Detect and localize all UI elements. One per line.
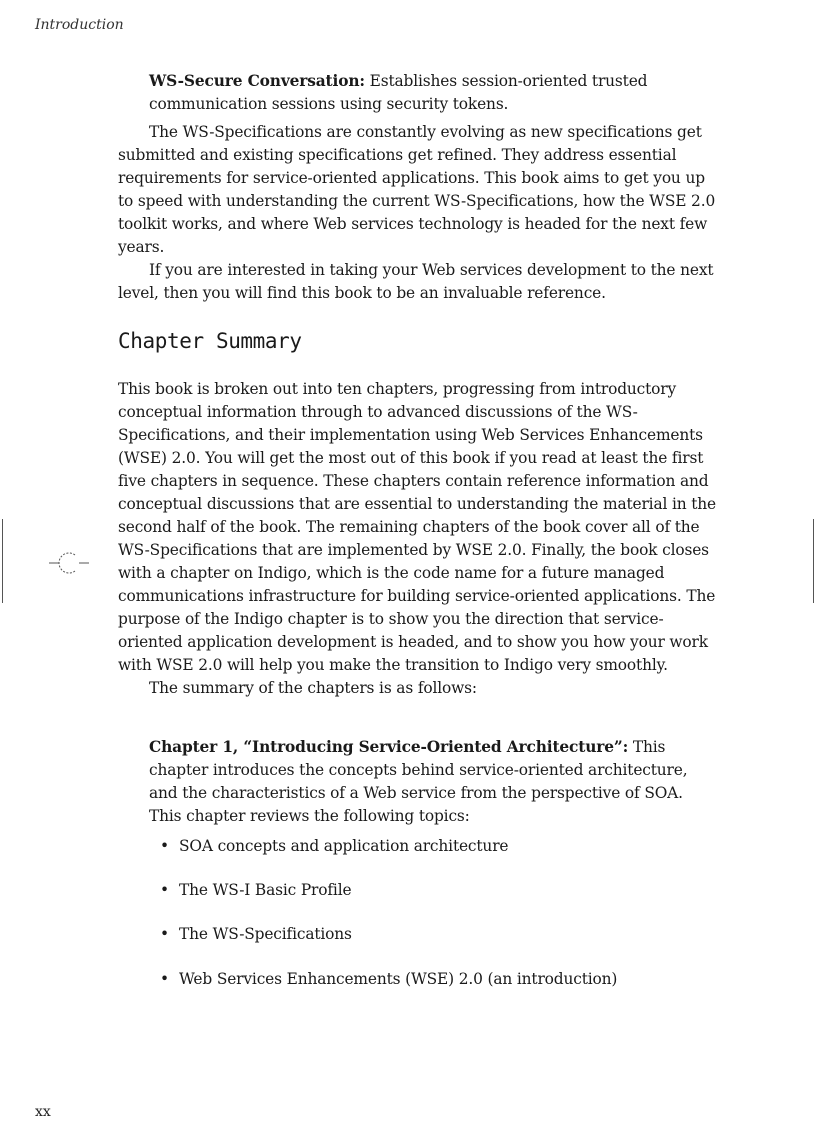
bullet-icon: • <box>160 970 169 988</box>
list-item <box>160 968 617 991</box>
list-item <box>160 879 351 902</box>
list-item <box>160 835 508 858</box>
registration-mark-icon <box>46 549 92 577</box>
topic-text: SOA concepts and application architecture <box>179 837 509 855</box>
bullet-icon: • <box>160 925 169 943</box>
intro-body <box>118 121 720 305</box>
chapter-1-title: Chapter 1, “Introducing Service-Oriented Architecture”: <box>149 738 629 757</box>
summary-paragraph-2: The summary of the chapters is as follows: <box>149 679 477 697</box>
page-number: xx <box>35 1104 51 1120</box>
running-head: Introduction <box>35 17 124 33</box>
intro-paragraph-2: If you are interested in taking your Web services development to the next level, then you will find this book to be an invaluable reference. <box>118 261 714 302</box>
definition-term: WS-Secure Conversation: <box>149 72 365 91</box>
summary-paragraph-1: This book is broken out into ten chapters, progressing from introductory conceptual information through to advanced discussions of the WS-Specifications, and their implementation using Web Services Enhancements (WSE) 2.0. You will get the most out of this book if you read at least the first five chapters in sequence. These chapters contain reference information and conceptual discussions that are essential to understanding the material in the second half of the book. The remaining chapters of the book cover all of the WS-Specifications that are implemented by WSE 2.0. Finally, the book closes with a chapter on Indigo, which is the code name for a future managed communications infrastructure for building service-oriented applications. The purpose of the Indigo chapter is to show you the direction that service-oriented application development is headed, and to show you how your work with WSE 2.0 will help you make the transition to Indigo very smoothly. <box>118 380 717 674</box>
section-heading: Chapter Summary <box>118 329 302 353</box>
topic-text: The WS-I Basic Profile <box>179 881 352 899</box>
chapter-1-entry <box>149 721 709 844</box>
list-item <box>160 923 352 946</box>
left-margin-rule <box>2 519 3 603</box>
topic-text: The WS-Specifications <box>179 925 352 943</box>
intro-paragraph-1: The WS-Specifications are constantly evolving as new specifications get submitted and existing specifications get refined. They address essential requirements for service-oriented applications. This book aims to get you up to speed with understanding the current WS-Specifications, how the WSE 2.0 toolkit works, and where Web services technology is headed for the next few years. <box>118 123 716 256</box>
bullet-icon: • <box>160 837 169 855</box>
bullet-icon: • <box>160 881 169 899</box>
chapter-1-description: This chapter introduces the concepts behind service-oriented architecture, and the characteristics of a Web service from the perspective of SOA. This chapter reviews the following topics: <box>149 738 688 826</box>
topic-text: Web Services Enhancements (WSE) 2.0 (an introduction) <box>179 970 618 988</box>
definition-text: Establishes session-oriented trusted communication sessions using security tokens. <box>149 72 648 114</box>
right-margin-rule <box>813 519 814 603</box>
summary-body <box>118 378 720 700</box>
